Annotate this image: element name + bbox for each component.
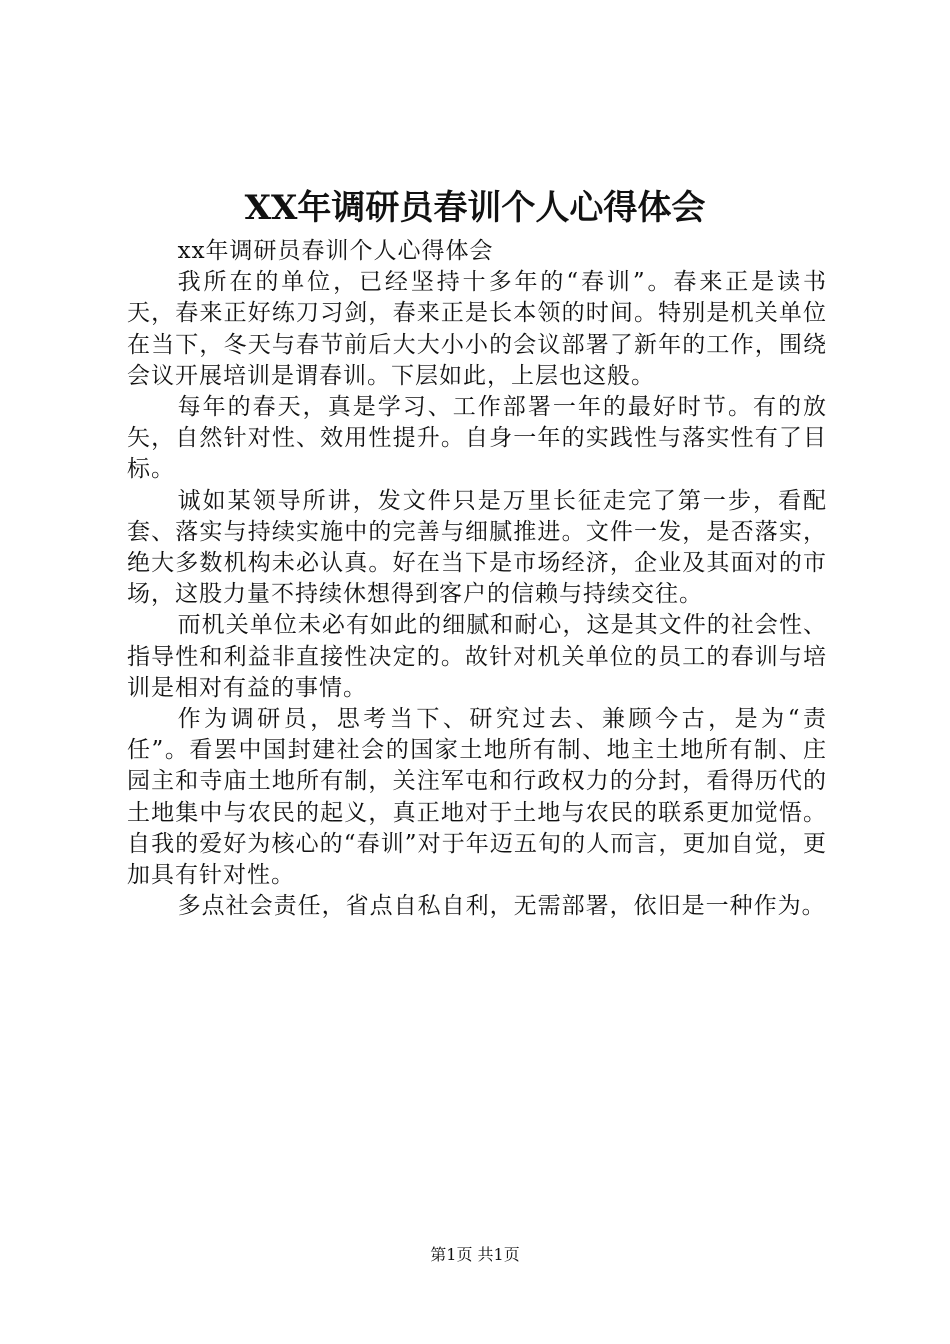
paragraph: 每年的春天，真是学习、工作部署一年的最好时节。有的放矢，自然针对性、效用性提升。自身一年的实践性与落实性有了目标。 <box>127 394 827 483</box>
paragraph: 我所在的单位，已经坚持十多年的“春训”。春来正是读书天，春来正好练刀习剑，春来正是长本领的时间。特别是机关单位在当下，冬天与春节前后大大小小的会议部署了新年的工作，围绕会议开展培训是谓春训。下层如此，上层也这般。 <box>127 269 827 389</box>
paragraph: 作为调研员，思考当下、研究过去、兼顾今古，是为“责任”。看罢中国封建社会的国家土地所有制、地主土地所有制、庄园主和寺庙土地所有制，关注军屯和行政权力的分封，看得历代的土地集中与农民的起义，真正地对于土地与农民的联系更加觉悟。自我的爱好为核心的“春训”对于年迈五旬的人而言，更加自觉，更加具有针对性。 <box>127 706 827 889</box>
document-title: XX年调研员春训个人心得体会 <box>244 188 706 228</box>
paragraph-subtitle: xx年调研员春训个人心得体会 <box>177 238 494 264</box>
page-number-footer: 第1页 共1页 <box>430 1245 520 1264</box>
document-body <box>127 236 827 922</box>
paragraph: 诚如某领导所讲，发文件只是万里长征走完了第一步，看配套、落实与持续实施中的完善与细腻推进。文件一发，是否落实，绝大多数机构未必认真。好在当下是市场经济，企业及其面对的市场，这股力量不持续休想得到客户的信赖与持续交往。 <box>127 487 827 608</box>
paragraph: 多点社会责任，省点自私自利，无需部署，依旧是一种作为。 <box>177 893 826 920</box>
paragraph: 而机关单位未必有如此的细腻和耐心，这是其文件的社会性、指导性和利益非直接性决定的。故针对机关单位的员工的春训与培训是相对有益的事情。 <box>127 612 827 701</box>
